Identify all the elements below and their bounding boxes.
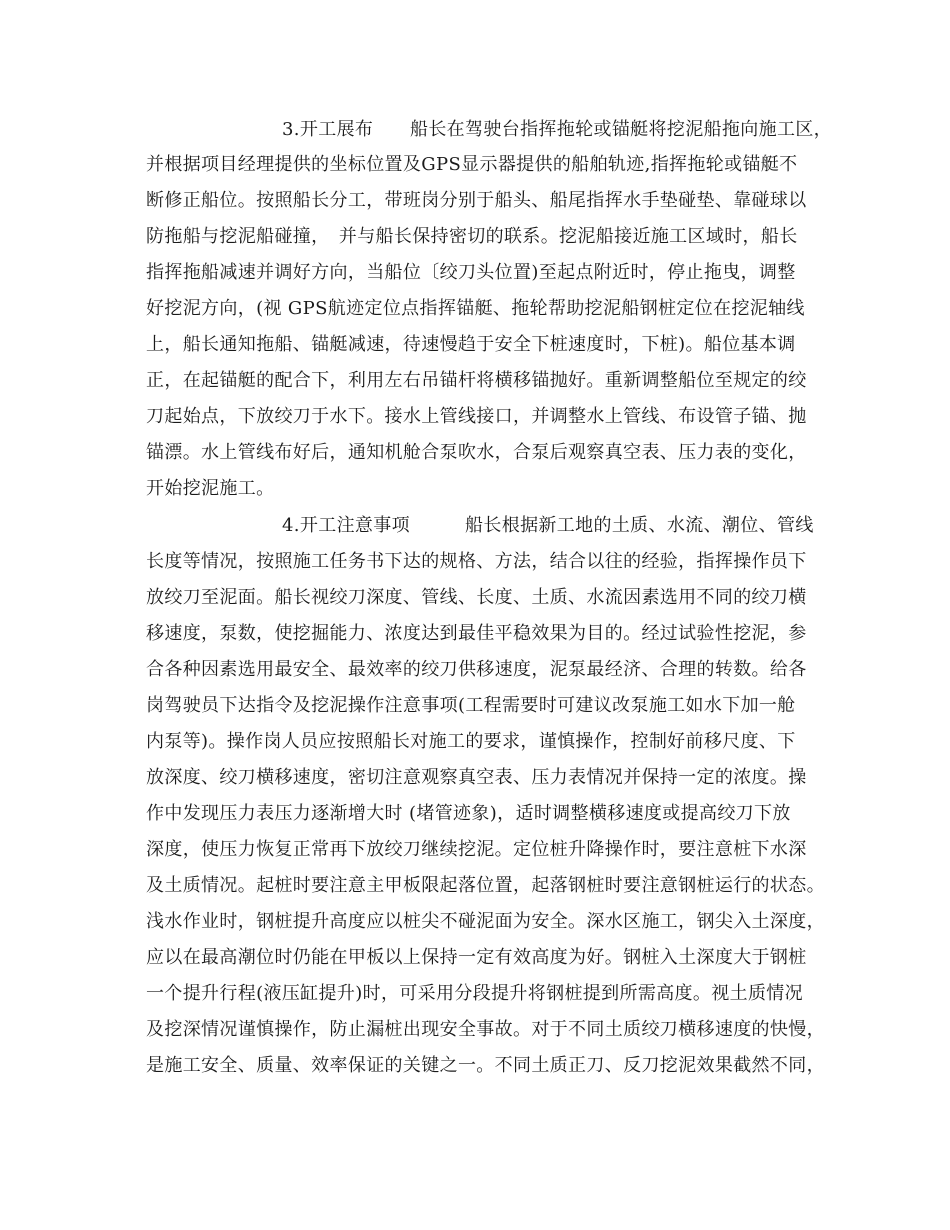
text-line: 及土质情况。起桩时要注意主甲板限起落位置，起落钢桩时要注意钢桩运行的状态。: [146, 875, 825, 896]
text-line: 4.开工注意事项 船长根据新工地的土质、水流、潮位、管线: [282, 515, 814, 536]
text-line: 是施工安全、质量、效率保证的关键之一。不同土质正刀、反刀挖泥效果截然不同，: [146, 1055, 825, 1076]
text-line: 及挖深情况谨慎操作，防止漏桩出现安全事故。对于不同土质绞刀横移速度的快慢，: [146, 1019, 825, 1040]
text-line: 一个提升行程(液压缸提升)时，可采用分段提升将钢桩提到所需高度。视土质情况: [146, 983, 803, 1004]
text-line: 作中发现压力表压力逐渐增大时 (堵管迹象)，适时调整横移速度或提高绞刀下放: [146, 803, 791, 824]
text-line: 内泵等)。操作岗人员应按照船长对施工的要求，谨慎操作，控制好前移尺度、下: [146, 731, 796, 752]
text-line: 移速度，泵数，使挖掘能力、浓度达到最佳平稳效果为目的。经过试验性挖泥，参: [146, 623, 807, 644]
text-line: 开始挖泥施工。: [146, 478, 275, 499]
text-line: 正，在起锚艇的配合下，利用左右吊锚杆将横移锚抛好。重新调整船位至规定的绞: [146, 370, 807, 391]
text-line: 断修正船位。按照船长分工，带班岗分别于船头、船尾指挥水手垫碰垫、靠碰球以: [146, 190, 807, 211]
text-line: 3.开工展布 船长在驾驶台指挥拖轮或锚艇将挖泥船拖向施工区，: [282, 119, 833, 140]
text-line: 好挖泥方向，(视 GPS航迹定位点指挥锚艇、拖轮帮助挖泥船钢桩定位在挖泥轴线: [146, 298, 805, 319]
text-line: 岗驾驶员下达指令及挖泥操作注意事项(工程需要时可建议改泵施工如水下加一舱: [146, 695, 796, 716]
text-line: 放深度、绞刀横移速度，密切注意观察真空表、压力表情况并保持一定的浓度。操: [146, 767, 807, 788]
text-line: 并根据项目经理提供的坐标位置及GPS显示器提供的船舶轨迹,指挥拖轮或锚艇不: [146, 154, 798, 175]
text-line: 上，船长通知拖船、锚艇减速，待速慢趋于安全下桩速度时，下桩)。船位基本调: [146, 334, 796, 355]
text-line: 锚漂。水上管线布好后，通知机舱合泵吹水，合泵后观察真空表、压力表的变化，: [146, 442, 807, 463]
text-line: 长度等情况，按照施工任务书下达的规格、方法，结合以往的经验，指挥操作员下: [146, 551, 807, 572]
text-line: 指挥拖船减速并调好方向，当船位〔绞刀头位置)至起点附近时，停止拖曳，调整: [146, 262, 796, 283]
text-line: 防拖船与挖泥船碰撞， 并与船长保持密切的联系。挖泥船接近施工区域时，船长: [146, 226, 798, 247]
text-line: 刀起始点，下放绞刀于水下。接水上管线接口，并调整水上管线、布设管子锚、抛: [146, 406, 807, 427]
text-line: 放绞刀至泥面。船长视绞刀深度、管线、长度、土质、水流因素选用不同的绞刀横: [146, 587, 807, 608]
text-line: 深度，使压力恢复正常再下放绞刀继续挖泥。定位桩升降操作时，要注意桩下水深: [146, 839, 807, 860]
text-line: 合各种因素选用最安全、最效率的绞刀供移速度，泥泵最经济、合理的转数。给各: [146, 659, 807, 680]
text-line: 浅水作业时，钢桩提升高度应以桩尖不碰泥面为安全。深水区施工，钢尖入土深度，: [146, 911, 825, 932]
text-line: 应以在最高潮位时仍能在甲板以上保持一定有效高度为好。钢桩入土深度大于钢桩: [146, 947, 807, 968]
